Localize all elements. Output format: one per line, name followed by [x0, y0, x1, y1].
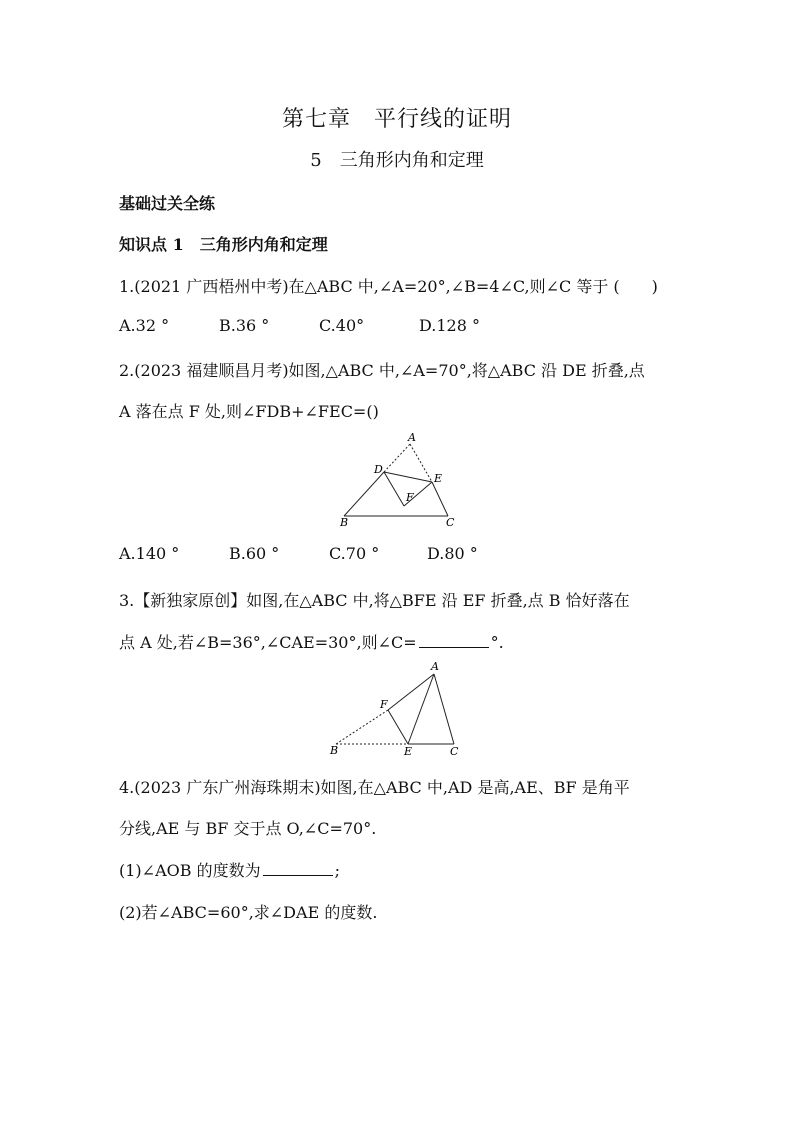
knowledge-point-heading: 知识点 1 三角形内角和定理: [119, 235, 328, 254]
q2-label-d: D: [374, 463, 383, 476]
q3-label-c: C: [450, 745, 459, 758]
question-3-line-1: 3.【新独家原创】如图,在△ABC 中,将△BFE 沿 EF 折叠,点 B 恰好落在: [119, 591, 630, 610]
q3-label-b: B: [330, 744, 339, 757]
section-title: 5 三角形内角和定理: [310, 150, 484, 171]
q3-side-ac: [434, 674, 454, 744]
q3-fold-fe: [388, 710, 408, 744]
q2-label-c: C: [446, 516, 455, 529]
question-3-line-2: [119, 630, 679, 653]
q2-dashed-ad: [384, 444, 410, 472]
question-2-line-2: A 落在点 F 处,则∠FDB+∠FEC=(): [119, 402, 379, 421]
q2-option-b: B.60 °: [229, 544, 280, 563]
q4-part-1-end: ;: [334, 861, 340, 880]
question-4-part-2: (2)若∠ABC=60°,求∠DAE 的度数.: [119, 903, 378, 922]
question-2-figure: [330, 428, 470, 530]
q3-dashed-bf: [336, 710, 388, 744]
q3-line-2-text: 点 A 处,若∠B=36°,∠CAE=30°,则∠C=: [119, 633, 417, 652]
question-1-text: 1.(2021 广西梧州中考)在△ABC 中,∠A=20°,∠B=4∠C,则∠C 等于 ( ): [119, 277, 658, 296]
q4-part-1-text: (1)∠AOB 的度数为: [119, 861, 261, 880]
q2-label-f: F: [406, 491, 414, 504]
question-4-part-1: [119, 858, 679, 881]
chapter-title: 第七章 平行线的证明: [281, 107, 512, 132]
question-2-line-1: 2.(2023 福建顺昌月考)如图,△ABC 中,∠A=70°,将△ABC 沿 DE 折叠,点: [119, 361, 645, 380]
q2-side-ec: [432, 482, 448, 516]
question-3-figure: [328, 658, 468, 758]
q2-option-c: C.70 °: [329, 544, 380, 563]
q2-side-db: [344, 472, 384, 516]
q2-option-a: A.140 °: [119, 544, 180, 563]
q2-dashed-ae: [410, 444, 432, 482]
q3-line-2-end: °.: [490, 633, 504, 652]
q3-label-e: E: [404, 745, 413, 758]
q4-part-1-answer-blank[interactable]: [263, 861, 333, 876]
q3-label-f: F: [380, 698, 388, 711]
q2-label-b: B: [340, 516, 349, 529]
q1-option-a: A.32 °: [119, 316, 170, 335]
q1-option-c: C.40°: [319, 316, 365, 335]
q2-segment-df: [384, 472, 404, 506]
q3-label-a: A: [431, 660, 439, 673]
q2-label-e: E: [434, 472, 443, 485]
q1-option-d: D.128 °: [419, 316, 480, 335]
question-4-line-2: 分线,AE 与 BF 交于点 O,∠C=70°.: [119, 819, 377, 838]
q2-option-d: D.80 °: [427, 544, 478, 563]
section-label: 基础过关全练: [119, 194, 216, 213]
q3-answer-blank[interactable]: [419, 633, 489, 648]
q2-label-a: A: [408, 431, 416, 444]
q1-option-b: B.36 °: [219, 316, 270, 335]
q2-fold-de: [384, 472, 432, 482]
question-4-line-1: 4.(2023 广东广州海珠期末)如图,在△ABC 中,AD 是高,AE、BF 是角平: [119, 778, 630, 797]
